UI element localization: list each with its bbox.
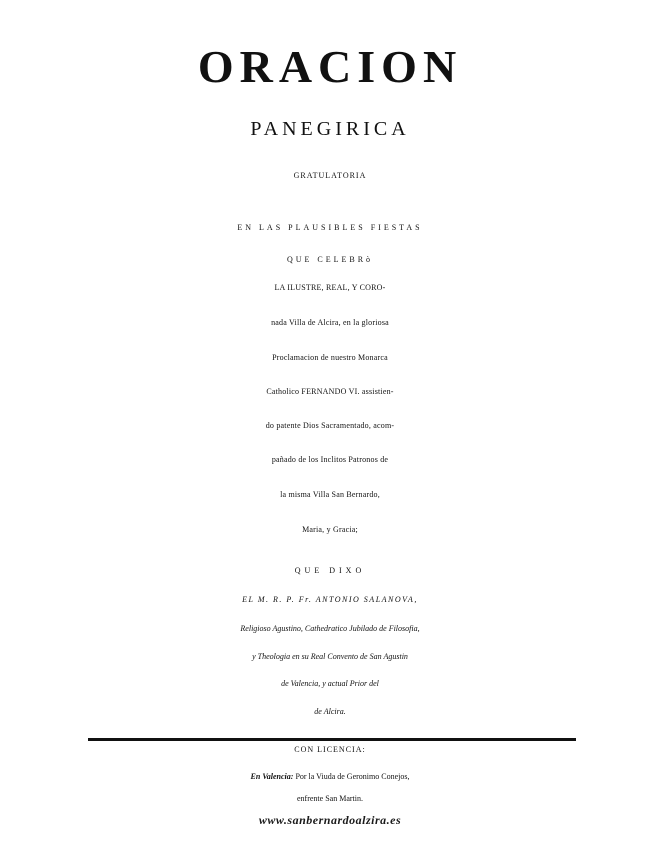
- title-oracion: ORACION: [197, 41, 463, 92]
- divider-rule: [88, 738, 576, 741]
- body-line-7: la misma Villa San Bernardo,: [280, 490, 380, 499]
- imprint-location: enfrente San Martin.: [297, 794, 363, 803]
- subtitle-fiestas: EN LAS PLAUSIBLES FIESTAS: [237, 223, 423, 232]
- body-line-4: Catholico FERNANDO VI. assistien-: [266, 387, 394, 396]
- author-line-4: de Valencia, y actual Prior del: [281, 679, 379, 688]
- imprint-city: En Valencia:: [250, 772, 294, 781]
- website-watermark: www.sanbernardoalzira.es: [258, 813, 402, 827]
- imprint-printer: Por la Viuda de Geronimo Conejos,: [295, 772, 410, 781]
- licencia: CON LICENCIA:: [294, 745, 366, 754]
- imprint-line: [0, 773, 660, 781]
- author-line-1: EL M. R. P. Fr. ANTONIO SALANOVA,: [242, 595, 418, 604]
- body-line-3: Proclamacion de nuestro Monarca: [272, 353, 388, 362]
- title-panegirica: PANEGIRICA: [250, 118, 410, 140]
- body-line-6: pañado de los Inclitos Patronos de: [271, 455, 389, 464]
- body-line-5: do patente Dios Sacramentado, acom-: [265, 421, 395, 430]
- author-line-5: de Alcira.: [314, 707, 346, 716]
- body-line-1: LA ILUSTRE, REAL, Y CORO-: [274, 283, 386, 292]
- author-line-3: y Theologia en su Real Convento de San Agustin: [252, 652, 408, 661]
- body-line-2: nada Villa de Alcira, en la gloriosa: [271, 318, 389, 327]
- title-gratulatoria: GRATULATORIA: [293, 171, 367, 180]
- author-line-2: Religioso Agustino, Cathedratico Jubilado de Filosofia,: [240, 624, 420, 633]
- subtitle-celebro: QUE CELEBRò: [286, 255, 374, 264]
- que-dixo: QUE DIXO: [294, 566, 366, 575]
- body-line-8: Maria, y Gracia;: [302, 525, 358, 534]
